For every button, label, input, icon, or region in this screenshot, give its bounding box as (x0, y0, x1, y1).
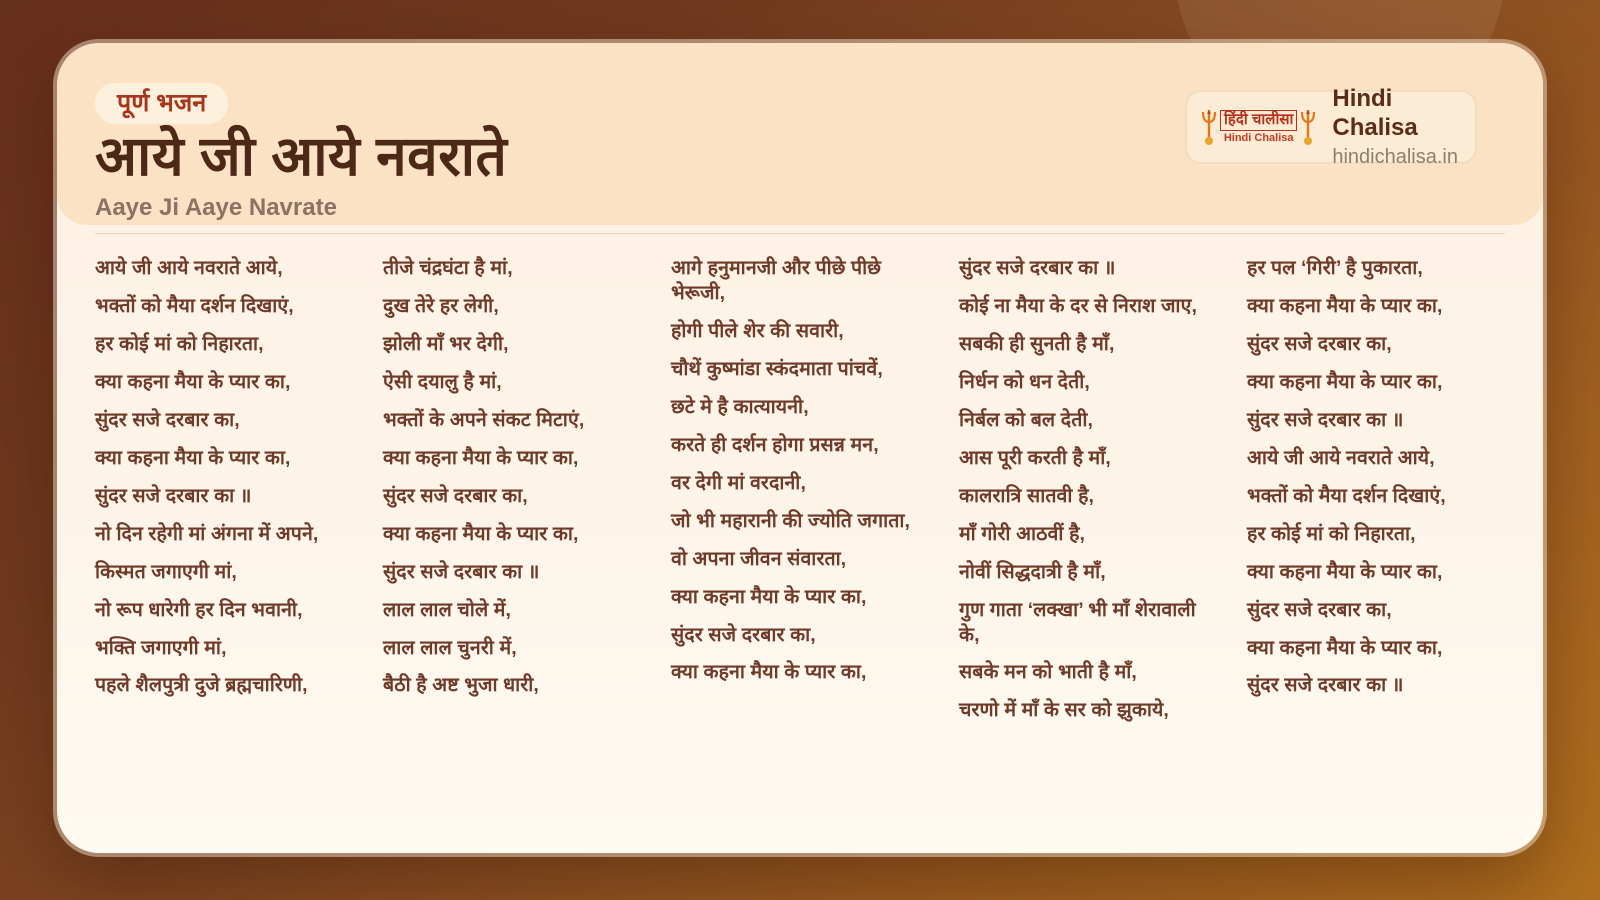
site-logo-box[interactable] (1185, 85, 1477, 168)
lyric-line: क्या कहना मैया के प्यार का, (95, 446, 291, 469)
card-header (57, 43, 1543, 225)
lyric-line: झोली माँ भर देगी, (383, 332, 509, 355)
lyric-line: वर देगी मां वरदानी, (671, 471, 806, 494)
lyric-line: जो भी महारानी की ज्योति जगाता, (671, 509, 911, 532)
brand-text (1332, 85, 1458, 169)
logo-text (1220, 110, 1297, 144)
lyric-line: आस पूरी करती है माँ, (959, 446, 1111, 469)
lyric-line: होगी पीले शेर की सवारी, (671, 319, 844, 342)
lyric-line: आये जी आये नवराते आये, (95, 257, 283, 279)
lyric-line: चरणो में माँ के सर को झुकाये, (959, 699, 1169, 722)
lyric-line: नो रूप धारेगी हर दिन भवानी, (95, 598, 303, 621)
lyric-line: वो अपना जीवन संवारता, (671, 547, 847, 570)
logo-english-text: Hindi Chalisa (1223, 131, 1294, 144)
brand-domain: hindichalisa.in (1332, 145, 1458, 168)
lyric-line: आगे हनुमानजी और पीछे पीछे भेरूजी, (671, 257, 882, 304)
lyric-line: भक्तों के अपने संकट मिटाएं, (383, 408, 585, 431)
lyric-line: नो दिन रहेगी मां अंगना में अपने, (95, 522, 319, 545)
lyric-line: क्या कहना मैया के प्यार का, (383, 522, 579, 545)
lyric-line: सुंदर सजे दरबार का, (383, 484, 528, 507)
lyric-column-1 (95, 256, 351, 736)
lyric-line: दुख तेरे हर लेगी, (383, 294, 499, 317)
lyric-line: निर्बल को बल देती, (959, 408, 1094, 431)
lyric-line: तीजे चंद्रघंटा है मां, (383, 257, 513, 279)
lyric-line: क्या कहना मैया के प्यार का, (1247, 370, 1443, 393)
lyric-line: क्या कहना मैया के प्यार का, (1247, 636, 1443, 659)
lyric-line: सुंदर सजे दरबार का, (1247, 598, 1392, 621)
lyric-line: भक्तों को मैया दर्शन दिखाएं, (95, 294, 294, 317)
lyric-line: क्या कहना मैया के प्यार का, (95, 370, 291, 393)
page-subtitle: Aaye Ji Aaye Navrate (95, 194, 337, 222)
lyric-line: क्या कहना मैया के प्यार का, (383, 446, 579, 469)
logo-hindi-text: हिंदी चालीसा (1220, 110, 1297, 131)
lyric-line: निर्धन को धन देती, (959, 370, 1090, 393)
lyrics-columns (57, 234, 1543, 736)
lyric-line: सुंदर सजे दरबार का ॥ (1247, 408, 1404, 431)
full-bhajan-badge: पूर्ण भजन (95, 83, 228, 124)
lyric-line: क्या कहना मैया के प्यार का, (671, 661, 867, 684)
lyric-line: हर कोई मां को निहारता, (95, 332, 264, 355)
lyric-line: सुंदर सजे दरबार का ॥ (383, 560, 540, 583)
lyric-line: सुंदर सजे दरबार का ॥ (95, 484, 252, 507)
trident-icon (1201, 108, 1217, 146)
lyric-column-5 (1247, 256, 1503, 736)
lyric-line: सबकी ही सुनती है माँ, (959, 332, 1115, 355)
lyric-line: क्या कहना मैया के प्यार का, (1247, 560, 1443, 583)
lyric-line: सुंदर सजे दरबार का, (95, 408, 240, 431)
lyric-line: चौथें कुष्मांडा स्कंदमाता पांचवें, (671, 357, 883, 380)
lyric-line: आये जी आये नवराते आये, (1247, 446, 1435, 469)
lyric-line: हर पल ‘गिरी’ है पुकारता, (1247, 257, 1423, 279)
lyric-line: सुंदर सजे दरबार का ॥ (1247, 674, 1404, 697)
lyric-column-3 (671, 256, 927, 736)
trident-icon (1300, 108, 1316, 146)
lyric-line: छटे मे है कात्यायनी, (671, 395, 809, 418)
lyric-line: सुंदर सजे दरबार का, (1247, 332, 1392, 355)
lyric-column-4 (959, 256, 1215, 736)
brand-name: Hindi Chalisa (1332, 85, 1418, 141)
lyric-line: लाल लाल चुनरी में, (383, 636, 517, 659)
lyric-line: कालरात्रि सातवी है, (959, 484, 1095, 507)
lyric-line: क्या कहना मैया के प्यार का, (1247, 294, 1443, 317)
lyric-line: कोई ना मैया के दर से निराश जाए, (959, 294, 1197, 317)
hindi-chalisa-logo (1201, 108, 1316, 146)
lyric-line: लाल लाल चोले में, (383, 598, 512, 621)
lyric-line: बैठी है अष्ट भुजा धारी, (383, 674, 539, 697)
lyric-line: सुंदर सजे दरबार का, (671, 623, 816, 646)
lyric-line: नोवीं सिद्धदात्री है माँ, (959, 560, 1106, 583)
lyric-line: गुण गाता ‘लक्खा’ भी माँ शेरावाली के, (959, 598, 1196, 646)
lyric-column-2 (383, 256, 639, 736)
lyric-line: क्या कहना मैया के प्यार का, (671, 585, 867, 608)
lyric-line: किस्मत जगाएगी मां, (95, 560, 237, 583)
lyric-line: सुंदर सजे दरबार का ॥ (959, 257, 1116, 279)
lyric-line: भक्ति जगाएगी मां, (95, 636, 227, 659)
lyric-line: भक्तों को मैया दर्शन दिखाएं, (1247, 484, 1446, 507)
lyric-line: हर कोई मां को निहारता, (1247, 522, 1416, 545)
lyric-line: करते ही दर्शन होगा प्रसन्न मन, (671, 433, 879, 456)
lyric-line: ऐसी दयालु है मां, (383, 370, 502, 393)
lyric-line: सबके मन को भाती है माँ, (959, 661, 1137, 684)
bhajan-card (57, 43, 1543, 853)
lyric-line: माँ गोरी आठवीं है, (959, 522, 1086, 545)
lyric-line: पहले शैलपुत्री दुजे ब्रह्मचारिणी, (95, 674, 308, 697)
page-title: आये जी आये नवराते (95, 124, 508, 187)
